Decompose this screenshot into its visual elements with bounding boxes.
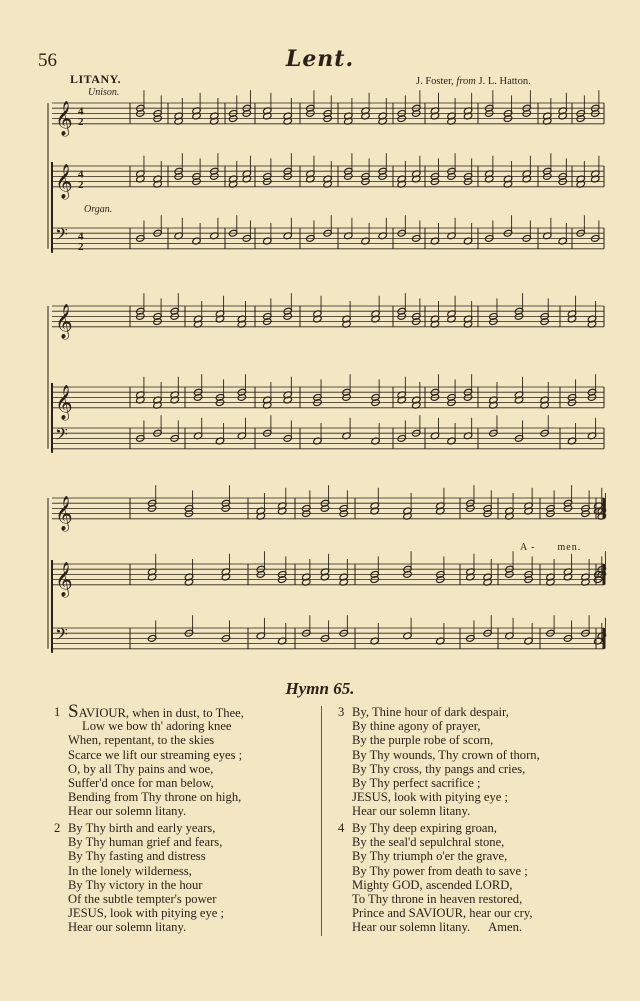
- page-number: 56: [38, 50, 57, 71]
- verse-line: Of the subtle tempter's power: [68, 891, 217, 906]
- verse-line: Bending from Thy throne on high,: [68, 790, 242, 805]
- treble-clef: 𝄞: [55, 495, 73, 531]
- verse-number: 4: [338, 821, 345, 835]
- verse-line: By Thy deep expiring groan,: [352, 821, 497, 835]
- treble-clef: 𝄞: [55, 163, 73, 199]
- composer-from: from: [456, 76, 476, 87]
- time-signature-top: 4: [78, 168, 84, 181]
- verse-line: Hear our solemn litany.: [68, 804, 187, 819]
- verse-line-text: AVIOUR, when in dust, to Thee,: [78, 706, 244, 720]
- verse-line: [352, 920, 532, 934]
- verse-line: By the purple robe of scorn,: [352, 733, 494, 748]
- time-signature-bottom: 2: [78, 240, 84, 253]
- section-title: Lent.: [285, 46, 355, 72]
- bass-clef: 𝄢: [55, 623, 68, 648]
- verse-line: By Thy power from death to save ;: [352, 863, 528, 878]
- verse-line: JESUS, look with pitying eye ;: [68, 906, 225, 921]
- composer-prefix: J. Foster,: [416, 76, 457, 87]
- time-signature-bottom: 2: [78, 178, 84, 191]
- verse-line: By Thy triumph o'er the grave,: [352, 849, 508, 864]
- amen-word-1: A -: [520, 542, 536, 553]
- verse-line: Mighty GOD, ascended LORD,: [352, 877, 513, 892]
- verse-line: Prince and SAVIOUR, hear our cry,: [352, 906, 533, 921]
- time-signature-top: 4: [78, 230, 84, 243]
- verse-line: O, by all Thy pains and woe,: [68, 761, 214, 776]
- verse-line: By thine agony of prayer,: [352, 719, 481, 734]
- verse-line: In the lonely wilderness,: [68, 863, 192, 878]
- verse-line: Low we bow th' adoring knee: [82, 719, 232, 734]
- treble-clef: 𝄞: [55, 384, 73, 420]
- verse-line: By Thy perfect sacrifice ;: [352, 775, 481, 790]
- verse-line: When, repentant, to the skies: [68, 733, 215, 748]
- column-divider: [321, 706, 322, 936]
- verse-1: [54, 701, 244, 819]
- verse-line: Scarce we lift our streaming eyes ;: [68, 747, 243, 762]
- verse-line: By Thy human grief and fears,: [68, 835, 223, 850]
- treble-clef: 𝄞: [55, 303, 73, 339]
- treble-clef: 𝄞: [55, 561, 73, 597]
- verse-2: [54, 821, 225, 935]
- time-signature-bottom: 2: [78, 115, 84, 128]
- verse-4: [338, 821, 533, 935]
- treble-clef: 𝄞: [55, 100, 73, 136]
- verse-number: 1: [54, 705, 61, 719]
- verse-line: By the seal'd sepulchral stone,: [352, 835, 505, 850]
- direction-unison: Unison.: [88, 87, 120, 98]
- verse-line: Hear our solemn litany.: [352, 804, 471, 819]
- verse-line: By Thy cross, thy pangs and cries,: [352, 761, 526, 776]
- bass-clef: 𝄢: [55, 423, 68, 448]
- verse-3: [338, 705, 540, 819]
- amen-suffix: Amen.: [488, 920, 523, 935]
- tune-name: LITANY.: [70, 72, 122, 86]
- verse-line: By, Thine hour of dark despair,: [352, 705, 509, 719]
- drop-cap: S: [68, 701, 79, 722]
- verse-line: JESUS, look with pitying eye ;: [352, 790, 509, 805]
- verse-line: Hear our solemn litany.: [68, 920, 187, 935]
- verse-line: By Thy wounds, Thy crown of thorn,: [352, 747, 540, 762]
- verse-line: To Thy throne in heaven restored,: [352, 891, 523, 906]
- direction-organ: Organ.: [84, 204, 113, 215]
- verse-number: 3: [338, 705, 345, 719]
- verse-number: 2: [54, 821, 61, 835]
- bass-clef: 𝄢: [55, 223, 68, 248]
- verse-line: [68, 701, 244, 722]
- verse-line: Suffer'd once for man below,: [68, 775, 214, 790]
- verse-line: By Thy victory in the hour: [68, 877, 203, 892]
- amen-word-2: men.: [557, 542, 582, 553]
- hymn-title: Hymn 65.: [285, 679, 355, 698]
- composer-name: J. L. Hatton.: [475, 76, 531, 87]
- verse-line: By Thy fasting and distress: [68, 849, 206, 864]
- verse-line-text: Hear our solemn litany.: [352, 920, 471, 935]
- verse-line: By Thy birth and early years,: [68, 821, 216, 835]
- time-signature-top: 4: [78, 105, 84, 118]
